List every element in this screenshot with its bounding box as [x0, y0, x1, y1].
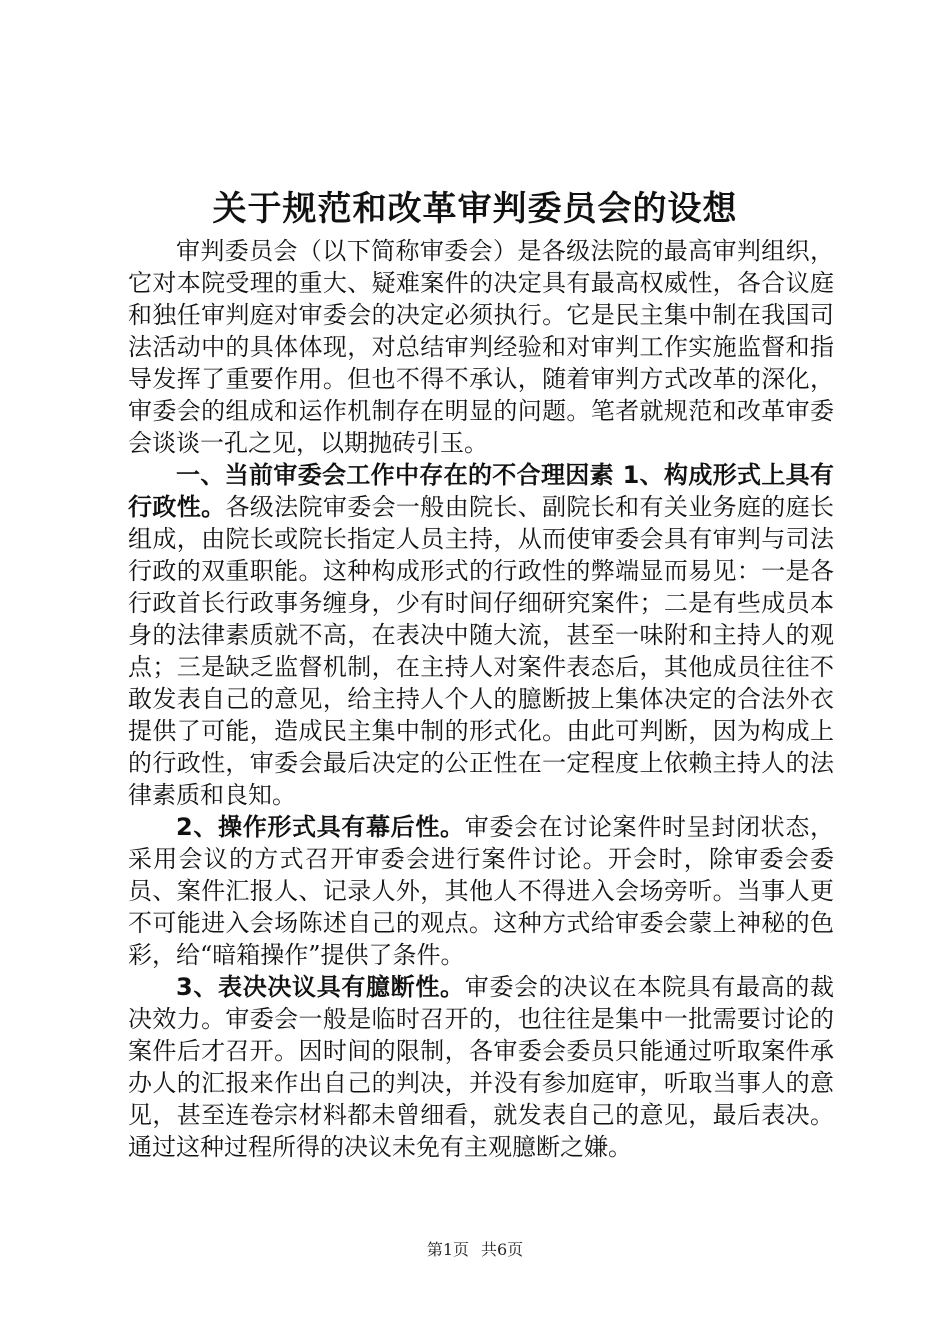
- paragraph-section-3: [128, 971, 834, 1163]
- paragraph-heading: 一、当前审委会工作中存在的不合理因素 1、构成形式上具有行政性。: [128, 461, 834, 521]
- paragraph-text: 审委会在讨论案件时呈封闭状态，采用会议的方式召开审委会进行案件讨论。开会时，除审委会委员、案件汇报人、记录人外，其他人不得进入会场旁听。当事人更不可能进入会场陈述自己的观点。这种方式给审委会蒙上神秘的色彩，给“暗箱操作”提供了条件。: [128, 813, 835, 969]
- paragraph-text: 各级法院审委会一般由院长、副院长和有关业务庭的庭长组成，由院长或院长指定人员主持，从而使审委会具有审判与司法行政的双重职能。这种构成形式的行政性的弊端显而易见：一是各行政首长行政事务缠身，少有时间仔细研究案件；二是有些成员本身的法律素质就不高，在表决中随大流，甚至一味附和主持人的观点；三是缺乏监督机制，在主持人对案件表态后，其他成员往往不敢发表自己的意见，给主持人个人的臆断披上集体决定的合法外衣提供了可能，造成民主集中制的形式化。由此可判断，因为构成上的行政性，审委会最后决定的公正性在一定程度上依赖主持人的法律素质和良知。: [128, 493, 835, 809]
- paragraph-heading: 3、表决决议具有臆断性。: [176, 973, 465, 1001]
- paragraph-section-1: [128, 459, 834, 811]
- paragraph-text: 审判委员会（以下简称审委会）是各级法院的最高审判组织，它对本院受理的重大、疑难案件的决定具有最高权威性，各合议庭和独任审判庭对审委会的决定必须执行。它是民主集中制在我国司法活动中的具体体现，对总结审判经验和对审判工作实施监督和指导发挥了重要作用。但也不得不承认，随着审判方式改革的深化，审委会的组成和运作机制存在明显的问题。笔者就规范和改革审委会谈谈一孔之见，以期抛砖引玉。: [128, 237, 834, 457]
- paragraph-intro: [128, 235, 834, 459]
- page-footer: [0, 1238, 950, 1262]
- document-title: 关于规范和改革审判委员会的设想: [212, 189, 738, 229]
- page-number-total: 共6页: [481, 1240, 524, 1259]
- paragraph-heading: 2、操作形式具有幕后性。: [176, 813, 465, 841]
- paragraph-section-2: [128, 811, 834, 971]
- page-number-current: 第1页: [426, 1240, 469, 1259]
- paragraph-text: 审委会的决议在本院具有最高的裁决效力。审委会一般是临时召开的，也往往是集中一批需要讨论的案件后才召开。因时间的限制，各审委会委员只能通过听取案件承办人的汇报来作出自己的判决，并没有参加庭审，听取当事人的意见，甚至连卷宗材料都未曾细看，就发表自己的意见，最后表决。通过这种过程所得的决议未免有主观臆断之嫌。: [128, 973, 835, 1161]
- document-body: [128, 235, 834, 1163]
